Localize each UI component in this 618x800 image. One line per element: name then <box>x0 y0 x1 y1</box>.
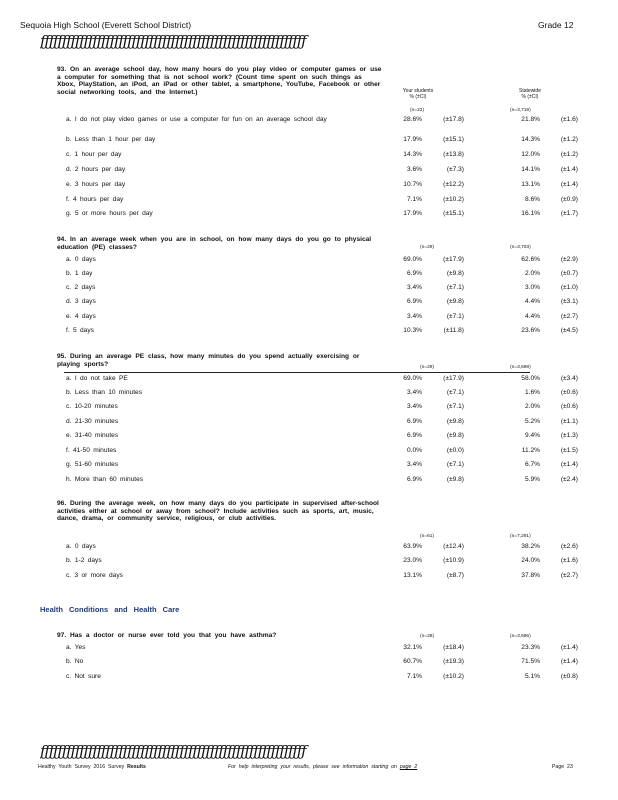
your-students-percent: 23.0% <box>403 557 422 564</box>
statewide-percent: 3.0% <box>524 284 540 291</box>
answer-row <box>66 403 606 413</box>
your-students-ci: (±11.8) <box>443 327 464 334</box>
statewide-percent: 12.0% <box>521 151 540 158</box>
footer-page-number: Page 23 <box>552 764 573 770</box>
your-students-percent: 32.1% <box>403 644 422 651</box>
answer-label: d. 2 hours per day <box>66 166 126 173</box>
your-students-percent: 6.9% <box>406 476 422 483</box>
your-students-ci: (±8.7) <box>446 572 464 579</box>
answer-row <box>66 298 606 308</box>
statewide-ci: (±1.5) <box>560 447 578 454</box>
statewide-ci: (±1.0) <box>560 284 578 291</box>
col-head-statewide-line2: % (±CI) <box>521 94 539 100</box>
q94-n-yours: (n=29) <box>420 245 434 250</box>
statewide-percent: 1.6% <box>524 389 540 396</box>
answer-label: a. I do not take PE <box>66 375 128 382</box>
your-students-percent: 17.9% <box>403 136 422 143</box>
answer-row <box>66 418 606 428</box>
answer-row <box>66 461 606 471</box>
your-students-ci: (±7.3) <box>446 166 464 173</box>
statewide-percent: 9.4% <box>524 432 540 439</box>
answer-row <box>66 284 606 294</box>
statewide-percent: 5.1% <box>524 673 540 680</box>
your-students-percent: 69.0% <box>403 256 422 263</box>
your-students-percent: 3.4% <box>406 403 422 410</box>
statewide-percent: 8.6% <box>524 196 540 203</box>
your-students-percent: 10.7% <box>403 181 422 188</box>
answer-label: c. 1 hour per day <box>66 151 122 158</box>
answer-row <box>66 389 606 399</box>
school-name: Sequoia High School (Everett School District) <box>20 20 192 30</box>
answer-row <box>66 196 606 206</box>
q96-n-state: (n=7,291) <box>510 534 531 539</box>
statewide-percent: 2.0% <box>524 403 540 410</box>
your-students-percent: 14.3% <box>403 151 422 158</box>
your-students-percent: 3.4% <box>406 284 422 291</box>
question-94-text: 94. In an average week when you are in school, on how many days do you go to physical education (PE) classes? <box>57 236 372 251</box>
statewide-percent: 6.7% <box>524 461 540 468</box>
answer-row <box>66 476 606 486</box>
answer-row <box>66 327 606 337</box>
your-students-ci: (±10.2) <box>443 673 464 680</box>
answer-label: h. More than 60 minutes <box>66 476 144 483</box>
answer-label: f. 41-50 minutes <box>66 447 117 454</box>
col-head-statewide <box>500 88 560 100</box>
statewide-ci: (±1.1) <box>560 418 578 425</box>
q97-n-state: (n=3,696) <box>510 634 531 639</box>
answer-row <box>66 313 606 323</box>
answer-label: e. 4 days <box>66 313 96 320</box>
your-students-ci: (±9.8) <box>446 298 464 305</box>
q95-n-yours: (n=29) <box>420 365 434 370</box>
statewide-ci: (±1.2) <box>560 136 578 143</box>
answer-row <box>66 166 606 176</box>
answer-row <box>66 572 606 582</box>
your-students-percent: 10.3% <box>403 327 422 334</box>
answer-label: b. 1-2 days <box>66 557 102 564</box>
statewide-percent: 16.1% <box>521 210 540 217</box>
q95-n-state: (n=3,698) <box>510 365 531 370</box>
statewide-percent: 4.4% <box>524 313 540 320</box>
statewide-ci: (±1.6) <box>560 116 578 123</box>
footer-survey-name: Healthy Youth Survey 2016 Survey <box>38 764 125 770</box>
statewide-ci: (±0.6) <box>560 403 578 410</box>
answer-label: b. Less than 1 hour per day <box>66 136 156 143</box>
answer-label: e. 31-40 minutes <box>66 432 119 439</box>
your-students-percent: 28.6% <box>403 116 422 123</box>
col-head-yours <box>388 88 448 100</box>
statewide-ci: (±2.7) <box>560 313 578 320</box>
answer-row <box>66 136 606 146</box>
statewide-ci: (±0.9) <box>560 196 578 203</box>
answer-label: a. 0 days <box>66 256 96 263</box>
answer-row <box>66 432 606 442</box>
statewide-percent: 58.0% <box>521 375 540 382</box>
footer-results: Results <box>127 764 146 770</box>
q97-n-yours: (n=28) <box>420 634 434 639</box>
answer-label: b. Less than 10 minutes <box>66 389 143 396</box>
your-students-percent: 0.0% <box>406 447 422 454</box>
statewide-ci: (±0.8) <box>560 673 578 680</box>
answer-row <box>66 644 606 654</box>
your-students-ci: (±9.8) <box>446 432 464 439</box>
your-students-ci: (±9.8) <box>446 476 464 483</box>
answer-row <box>66 116 606 126</box>
answer-label: f. 4 hours per day <box>66 196 124 203</box>
answer-row <box>66 557 606 567</box>
your-students-ci: (±10.2) <box>443 196 464 203</box>
your-students-ci: (±19.3) <box>443 658 464 665</box>
answer-label: b. 1 day <box>66 270 93 277</box>
answer-row <box>66 375 606 385</box>
q94-n-state: (n=3,703) <box>510 245 531 250</box>
statewide-ci: (±3.4) <box>560 375 578 382</box>
your-students-ci: (±9.8) <box>446 270 464 277</box>
footer-help <box>228 764 417 770</box>
footer-survey <box>38 764 146 770</box>
answer-label: b. No <box>66 658 84 665</box>
statewide-ci: (±2.7) <box>560 572 578 579</box>
answer-row <box>66 256 606 266</box>
answer-label: f. 5 days <box>66 327 94 334</box>
col-head-yours-line1: Your students <box>402 88 434 94</box>
answer-label: c. 3 or more days <box>66 572 123 579</box>
answer-label: c. 10-20 minutes <box>66 403 118 410</box>
answer-label: a. Yes <box>66 644 86 651</box>
grade-label: Grade 12 <box>538 20 574 30</box>
your-students-ci: (±7.1) <box>446 313 464 320</box>
q93-n-yours: (n=22) <box>410 108 424 113</box>
your-students-ci: (±7.1) <box>446 284 464 291</box>
answer-row <box>66 673 606 683</box>
answer-row <box>66 543 606 553</box>
answer-label: a. 0 days <box>66 543 96 550</box>
your-students-ci: (±17.9) <box>443 375 464 382</box>
your-students-ci: (±9.8) <box>446 418 464 425</box>
question-95-text: 95. During an average PE class, how many minutes do you spend actually exercising or playing sports? <box>57 353 360 368</box>
statewide-percent: 21.8% <box>521 116 540 123</box>
your-students-percent: 6.9% <box>406 270 422 277</box>
statewide-ci: (±1.7) <box>560 210 578 217</box>
statewide-ci: (±1.6) <box>560 557 578 564</box>
statewide-ci: (±1.4) <box>560 644 578 651</box>
your-students-percent: 69.0% <box>403 375 422 382</box>
statewide-ci: (±1.4) <box>560 181 578 188</box>
your-students-ci: (±7.1) <box>446 403 464 410</box>
statewide-ci: (±2.6) <box>560 543 578 550</box>
your-students-percent: 3.4% <box>406 461 422 468</box>
answer-label: c. 2 days <box>66 284 96 291</box>
answer-label: c. Not sure <box>66 673 101 680</box>
your-students-ci: (±15.1) <box>443 136 464 143</box>
decorative-divider-bottom: ƒƒƒƒƒƒƒƒƒƒƒƒƒƒƒƒƒƒƒƒƒƒƒƒƒƒƒƒƒƒƒƒƒƒƒƒƒƒƒƒƒƒƒƒƒƒƒƒƒƒƒƒƒƒƒƒƒƒƒƒƒ <box>40 742 306 760</box>
question-96-text: 96. During the average week, on how many days do you participate in supervised after-school activities either at school or away from school? Include activities such as sports, art, music, dance, drama, or community service, religious, or club activities. <box>57 500 379 523</box>
your-students-percent: 6.9% <box>406 298 422 305</box>
your-students-ci: (±7.1) <box>446 389 464 396</box>
your-students-percent: 13.1% <box>403 572 422 579</box>
your-students-percent: 3.4% <box>406 389 422 396</box>
answer-label: d. 3 days <box>66 298 96 305</box>
statewide-ci: (±0.6) <box>560 389 578 396</box>
statewide-ci: (±2.9) <box>560 256 578 263</box>
statewide-ci: (±1.2) <box>560 151 578 158</box>
col-head-yours-line2: % (±CI) <box>409 94 427 100</box>
answer-label: a. I do not play video games or use a computer for fun on an average school day <box>66 116 327 123</box>
statewide-percent: 62.6% <box>521 256 540 263</box>
statewide-percent: 37.8% <box>521 572 540 579</box>
your-students-percent: 3.6% <box>406 166 422 173</box>
decorative-divider-top: ƒƒƒƒƒƒƒƒƒƒƒƒƒƒƒƒƒƒƒƒƒƒƒƒƒƒƒƒƒƒƒƒƒƒƒƒƒƒƒƒƒƒƒƒƒƒƒƒƒƒƒƒƒƒƒƒƒƒƒƒƒ <box>40 32 306 50</box>
statewide-percent: 2.0% <box>524 270 540 277</box>
statewide-percent: 5.9% <box>524 476 540 483</box>
statewide-ci: (±1.4) <box>560 461 578 468</box>
statewide-percent: 71.5% <box>521 658 540 665</box>
statewide-percent: 24.0% <box>521 557 540 564</box>
statewide-percent: 23.6% <box>521 327 540 334</box>
statewide-ci: (±0.7) <box>560 270 578 277</box>
answer-row <box>66 658 606 668</box>
your-students-ci: (±7.1) <box>446 461 464 468</box>
col-head-statewide-line1: Statewide <box>519 88 541 94</box>
your-students-ci: (±0.0) <box>446 447 464 454</box>
statewide-percent: 38.2% <box>521 543 540 550</box>
statewide-percent: 14.3% <box>521 136 540 143</box>
statewide-ci: (±1.3) <box>560 432 578 439</box>
your-students-percent: 6.9% <box>406 418 422 425</box>
statewide-percent: 4.4% <box>524 298 540 305</box>
answer-row <box>66 210 606 220</box>
footer-help-text: For help interpreting your results, please see information starting on <box>228 764 397 770</box>
your-students-percent: 60.7% <box>403 658 422 665</box>
your-students-ci: (±13.8) <box>443 151 464 158</box>
q96-n-yours: (n=61) <box>420 534 434 539</box>
q95-header-rule <box>64 372 530 373</box>
your-students-ci: (±15.1) <box>443 210 464 217</box>
your-students-percent: 7.1% <box>406 196 422 203</box>
q93-n-state: (n=3,719) <box>510 108 531 113</box>
statewide-percent: 11.2% <box>521 447 540 454</box>
answer-label: g. 5 or more hours per day <box>66 210 153 217</box>
statewide-percent: 13.1% <box>521 181 540 188</box>
answer-label: d. 21-30 minutes <box>66 418 119 425</box>
your-students-percent: 7.1% <box>406 673 422 680</box>
your-students-ci: (±12.2) <box>443 181 464 188</box>
statewide-percent: 14.1% <box>521 166 540 173</box>
statewide-percent: 5.2% <box>524 418 540 425</box>
your-students-ci: (±10.9) <box>443 557 464 564</box>
answer-row <box>66 151 606 161</box>
answer-row <box>66 270 606 280</box>
statewide-percent: 23.3% <box>521 644 540 651</box>
statewide-ci: (±4.5) <box>560 327 578 334</box>
your-students-percent: 17.9% <box>403 210 422 217</box>
statewide-ci: (±3.1) <box>560 298 578 305</box>
your-students-ci: (±17.9) <box>443 256 464 263</box>
question-97-text: 97. Has a doctor or nurse ever told you that you have asthma? <box>57 632 277 639</box>
your-students-percent: 3.4% <box>406 313 422 320</box>
statewide-ci: (±2.4) <box>560 476 578 483</box>
your-students-ci: (±12.4) <box>443 543 464 550</box>
answer-label: g. 51-60 minutes <box>66 461 119 468</box>
your-students-ci: (±17.8) <box>443 116 464 123</box>
statewide-ci: (±1.4) <box>560 658 578 665</box>
answer-label: e. 3 hours per day <box>66 181 126 188</box>
statewide-ci: (±1.4) <box>560 166 578 173</box>
your-students-ci: (±18.4) <box>443 644 464 651</box>
your-students-percent: 63.9% <box>403 543 422 550</box>
footer-page-link[interactable]: page 2 <box>399 764 418 770</box>
section-title: Health Conditions and Health Care <box>40 605 180 614</box>
answer-row <box>66 181 606 191</box>
your-students-percent: 6.9% <box>406 432 422 439</box>
answer-row <box>66 447 606 457</box>
question-93-text: 93. On an average school day, how many hours do you play video or computer games or use a computer for something that is not school work? (Count time spent on such things as Xbox, PlayStation, an iPod, an iPad or other tablet, a smartphone, YouTube, Facebook or other social networking tools, and the Internet.) <box>57 66 382 96</box>
